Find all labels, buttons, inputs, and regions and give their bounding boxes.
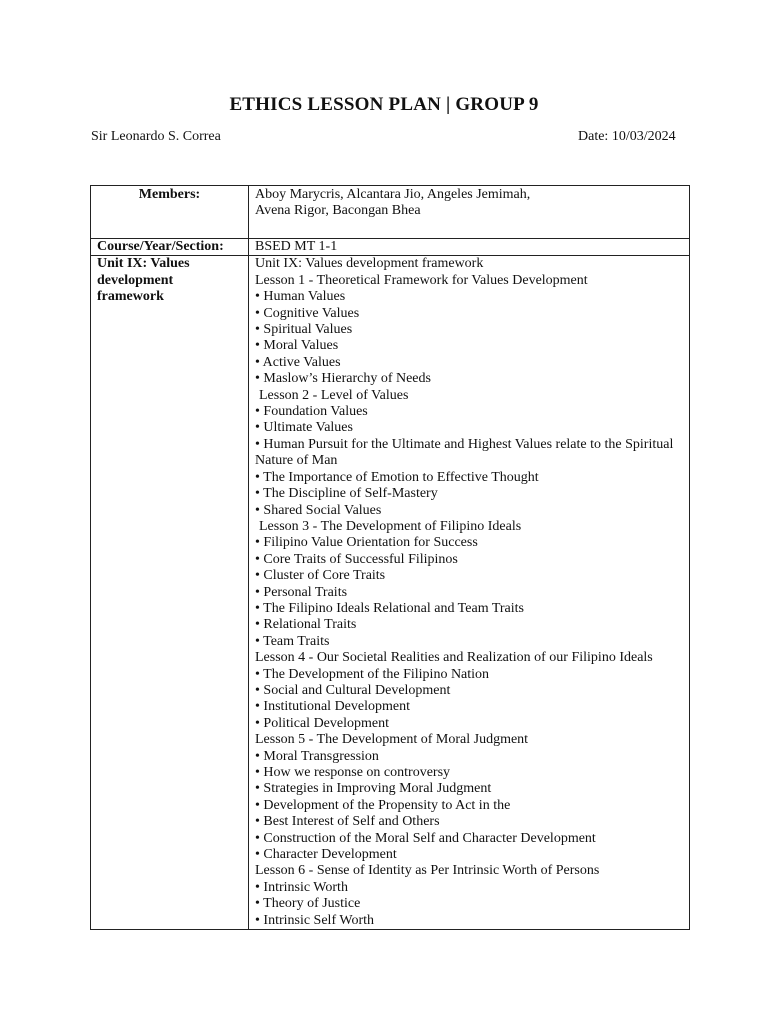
members-value bbox=[249, 186, 690, 239]
topic-line: Lesson 2 - Level of Values bbox=[259, 387, 409, 403]
teacher-name: Sir Leonardo S. Correa bbox=[91, 129, 221, 144]
topic-line: • Cluster of Core Traits bbox=[255, 568, 386, 584]
topic-line: • Relational Traits bbox=[255, 617, 357, 633]
topic-line: • Core Traits of Successful Filipinos bbox=[255, 551, 458, 567]
topic-line: • Ultimate Values bbox=[255, 420, 353, 436]
topic-line: • Character Development bbox=[255, 847, 397, 863]
topic-line: • Cognitive Values bbox=[255, 305, 360, 321]
document-date: Date: 10/03/2024 bbox=[578, 129, 676, 144]
topic-line: Lesson 6 - Sense of Identity as Per Intrinsic Worth of Persons bbox=[255, 863, 600, 879]
members-line: Aboy Marycris, Alcantara Jio, Angeles Jemimah, bbox=[255, 187, 531, 202]
unit-label bbox=[91, 256, 249, 930]
course-value: BSED MT 1-1 bbox=[249, 239, 690, 256]
topic-line: • Theory of Justice bbox=[255, 896, 361, 912]
topic-line: • Political Development bbox=[255, 715, 389, 731]
unit-label-line: development bbox=[97, 272, 174, 288]
lesson-plan-table bbox=[90, 185, 690, 930]
topic-line: • Institutional Development bbox=[255, 699, 410, 715]
topic-line: • Spiritual Values bbox=[255, 322, 353, 338]
course-label: Course/Year/Section: bbox=[91, 239, 249, 256]
topic-line: • Best Interest of Self and Others bbox=[255, 814, 440, 830]
topic-line: • Strategies in Improving Moral Judgment bbox=[255, 781, 492, 797]
topic-line: • Intrinsic Self Worth bbox=[255, 912, 374, 928]
topic-line: Lesson 5 - The Development of Moral Judgment bbox=[255, 732, 529, 748]
topic-line: • Construction of the Moral Self and Character Development bbox=[255, 830, 596, 846]
topic-line: • Human Pursuit for the Ultimate and Highest Values relate to the Spiritual Nature of Man bbox=[255, 436, 674, 469]
topic-line: • Intrinsic Worth bbox=[255, 879, 348, 895]
topic-line: Unit IX: Values development framework bbox=[255, 256, 484, 272]
members-row bbox=[91, 186, 690, 239]
topic-line: • Moral Transgression bbox=[255, 748, 379, 764]
topic-line: • The Development of the Filipino Nation bbox=[255, 666, 490, 682]
page-title: ETHICS LESSON PLAN | GROUP 9 bbox=[229, 94, 539, 115]
unit-row bbox=[91, 256, 690, 930]
unit-label-line: Unit IX: Values bbox=[97, 256, 190, 272]
topic-line: • Maslow’s Hierarchy of Needs bbox=[255, 371, 431, 387]
topic-line: • The Discipline of Self-Mastery bbox=[255, 486, 438, 502]
topic-line: Lesson 3 - The Development of Filipino Ideals bbox=[259, 518, 522, 534]
topic-line: • Shared Social Values bbox=[255, 502, 382, 518]
topic-line: • Foundation Values bbox=[255, 404, 368, 420]
topic-line: • Filipino Value Orientation for Success bbox=[255, 535, 478, 551]
topic-line: • The Filipino Ideals Relational and Team Traits bbox=[255, 600, 524, 616]
topic-line: Lesson 4 - Our Societal Realities and Realization of our Filipino Ideals bbox=[255, 650, 653, 666]
unit-topics bbox=[249, 256, 690, 930]
topic-line: • Development of the Propensity to Act in the bbox=[255, 797, 511, 813]
topic-line: • Active Values bbox=[255, 354, 341, 370]
topic-line: • Team Traits bbox=[255, 633, 330, 649]
unit-label-line: framework bbox=[97, 289, 164, 305]
topic-line: Lesson 1 - Theoretical Framework for Values Development bbox=[255, 272, 588, 288]
topic-line: • Human Values bbox=[255, 289, 346, 305]
members-label: Members: bbox=[91, 186, 249, 239]
topic-line: • Personal Traits bbox=[255, 584, 348, 600]
course-row bbox=[91, 239, 690, 256]
members-line: Avena Rigor, Bacongan Bhea bbox=[255, 203, 421, 219]
topic-line: • Social and Cultural Development bbox=[255, 682, 451, 698]
topic-line: • The Importance of Emotion to Effective Thought bbox=[255, 469, 539, 485]
topic-line: • Moral Values bbox=[255, 338, 339, 354]
topic-line: • How we response on controversy bbox=[255, 765, 451, 780]
